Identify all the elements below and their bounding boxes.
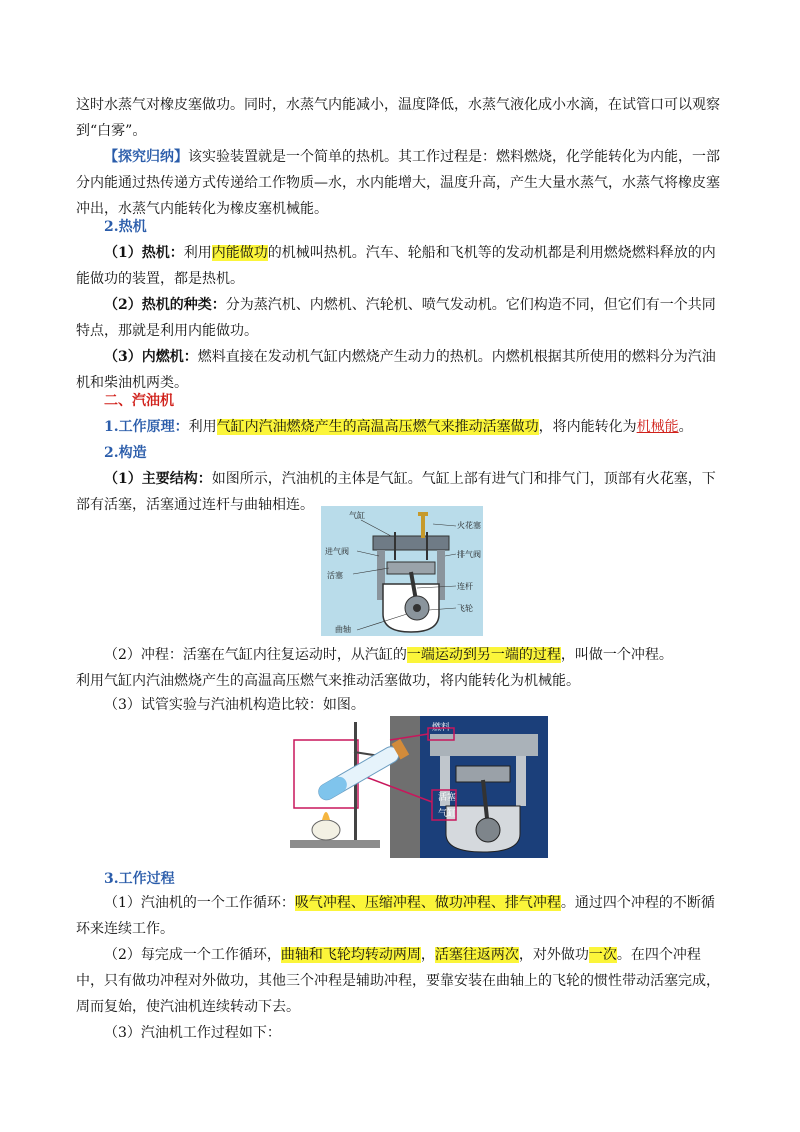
text-fragment: （3）试管实验与汽油机构造比较：如图。: [104, 697, 365, 713]
heading-heat-engine: [76, 214, 728, 240]
heading-gasoline-engine: [76, 388, 728, 414]
text-fragment: （3）汽油机工作过程如下：: [104, 1025, 281, 1041]
text-fragment: ，叫做一个冲程。: [560, 647, 673, 663]
text-fragment: （2）冲程：活塞在气缸内往复运动时，从汽缸的: [104, 647, 407, 663]
heading-process-text: 3.工作过程: [104, 871, 175, 887]
heading-structure-text: 2.构造: [104, 445, 147, 461]
engine-diagram: [321, 506, 483, 636]
underlined-mechanical-energy: 机械能: [636, 419, 679, 435]
heading-structure: [76, 440, 728, 466]
text-fragment: 如图所示，汽油机的主体是气缸。气缸上部有进气门和排气门，顶部有火花塞，下部有活塞，活塞通过连杆与曲轴相连。: [76, 471, 716, 513]
text-fragment: 利用: [183, 245, 212, 261]
text-fragment: （2）每完成一个工作循环，: [104, 947, 281, 963]
paragraph-engine-types: [76, 292, 728, 344]
label-ice: （3）内燃机：: [104, 349, 198, 365]
text-fragment: ，将内能转化为: [538, 419, 637, 435]
text-fragment: （1）汽油机的一个工作循环：: [104, 895, 295, 911]
heading-process: [76, 866, 728, 892]
label-engine-types: （2）热机的种类：: [104, 297, 226, 313]
text-fragment: 。在四个冲程中，只有做功冲程对外做功，其他三个冲程是辅助冲程，要靠安装在曲轴上的飞轮的惯性带动活塞完成，周而复始，使汽油机连续转动下去。: [76, 947, 720, 1015]
label-flywheel: 飞轮: [457, 604, 473, 613]
highlight-stroke: 一端运动到另一端的过程: [406, 647, 561, 663]
paragraph-cycle: [76, 890, 728, 942]
label-crankshaft: 曲轴: [335, 625, 351, 634]
paragraph-process-intro: [76, 1020, 728, 1046]
paragraph-principle-repeat: [76, 668, 728, 694]
label-principle: 1.工作原理：: [104, 419, 189, 435]
highlight-principle: 气缸内汽油燃烧产生的高温高压燃气来推动活塞做功: [216, 419, 539, 435]
label-cylinder: 气缸: [349, 511, 365, 520]
summary-text: 该实验装置就是一个简单的热机。其工作过程是：燃料燃烧，化学能转化为内能，一部分内能通过热传递方式传递给工作物质—水，水内能增大，温度升高，产生大量水蒸气，水蒸气将橡皮塞冲出，水蒸气内能转化为橡皮塞机械能。: [76, 149, 720, 217]
text-fragment: ，: [420, 947, 435, 963]
paragraph-steam-work: [76, 92, 728, 144]
highlight-piston-two-trips: 活塞往返两次: [434, 947, 519, 963]
text-fragment: 燃料直接在发动机气缸内燃烧产生动力的热机。内燃机根据其所使用的燃料分为汽油机和柴油机两类。: [76, 349, 716, 391]
text-steam-work: 这时水蒸气对橡皮塞做功。同时，水蒸气内能减小，温度降低，水蒸气液化成小水滴，在试管口可以观察到“白雾”。: [76, 97, 720, 139]
paragraph-comparison: [76, 692, 728, 718]
paragraph-cycle-detail: [76, 942, 728, 1020]
text-fragment: 利用气缸内汽油燃烧产生的高温高压燃气来推动活塞做功，将内能转化为机械能。: [76, 673, 580, 689]
text-fragment: 。通过四个冲程的不断循环来连续工作。: [76, 895, 715, 937]
paragraph-heat-engine-def: [76, 240, 728, 292]
comparison-diagram: [280, 716, 548, 858]
paragraph-stroke: [76, 642, 728, 668]
text-fragment: 分为蒸汽机、内燃机、汽轮机、喷气发动机。它们构造不同，但它们有一个共同特点，那就是利用内能做功。: [76, 297, 716, 339]
highlight-four-strokes: 吸气冲程、压缩冲程、做功冲程、排气冲程: [294, 895, 561, 911]
text-fragment: 利用: [188, 419, 217, 435]
text-fragment: ，对外做功: [518, 947, 589, 963]
paragraph-principle: [76, 414, 728, 440]
highlight-internal-energy: 内能做功: [211, 245, 268, 261]
heading-heat-engine-text: 2.热机: [104, 219, 147, 235]
label-heat-engine: （1）热机：: [104, 245, 184, 261]
label-fuel: 燃料: [432, 723, 451, 733]
highlight-once: 一次: [588, 947, 617, 963]
label-cylinder-2: 气缸: [438, 809, 457, 819]
label-spark-plug: 火花塞: [457, 521, 481, 530]
label-main-structure: （1）主要结构：: [104, 471, 212, 487]
label-connecting-rod: 连杆: [457, 582, 473, 591]
label-exhaust-valve: 排气阀: [457, 550, 481, 559]
highlight-crank-two-turns: 曲轴和飞轮均转动两周: [280, 947, 421, 963]
label-piston: 活塞: [327, 571, 343, 580]
heading-gasoline-text: 二、汽油机: [104, 393, 174, 409]
text-fragment: 。: [678, 419, 693, 435]
figure-comparison: [280, 716, 548, 858]
text-fragment: 的机械叫热机。汽车、轮船和飞机等的发动机都是利用燃烧燃料释放的内能做功的装置，都是热机。: [76, 245, 716, 287]
label-intake-valve: 进气阀: [325, 547, 349, 556]
paragraph-summary: [76, 144, 728, 222]
summary-tag: 【探究归纳】: [104, 149, 188, 165]
figure-engine-structure: [321, 506, 483, 636]
label-piston-2: 活塞: [438, 793, 457, 803]
